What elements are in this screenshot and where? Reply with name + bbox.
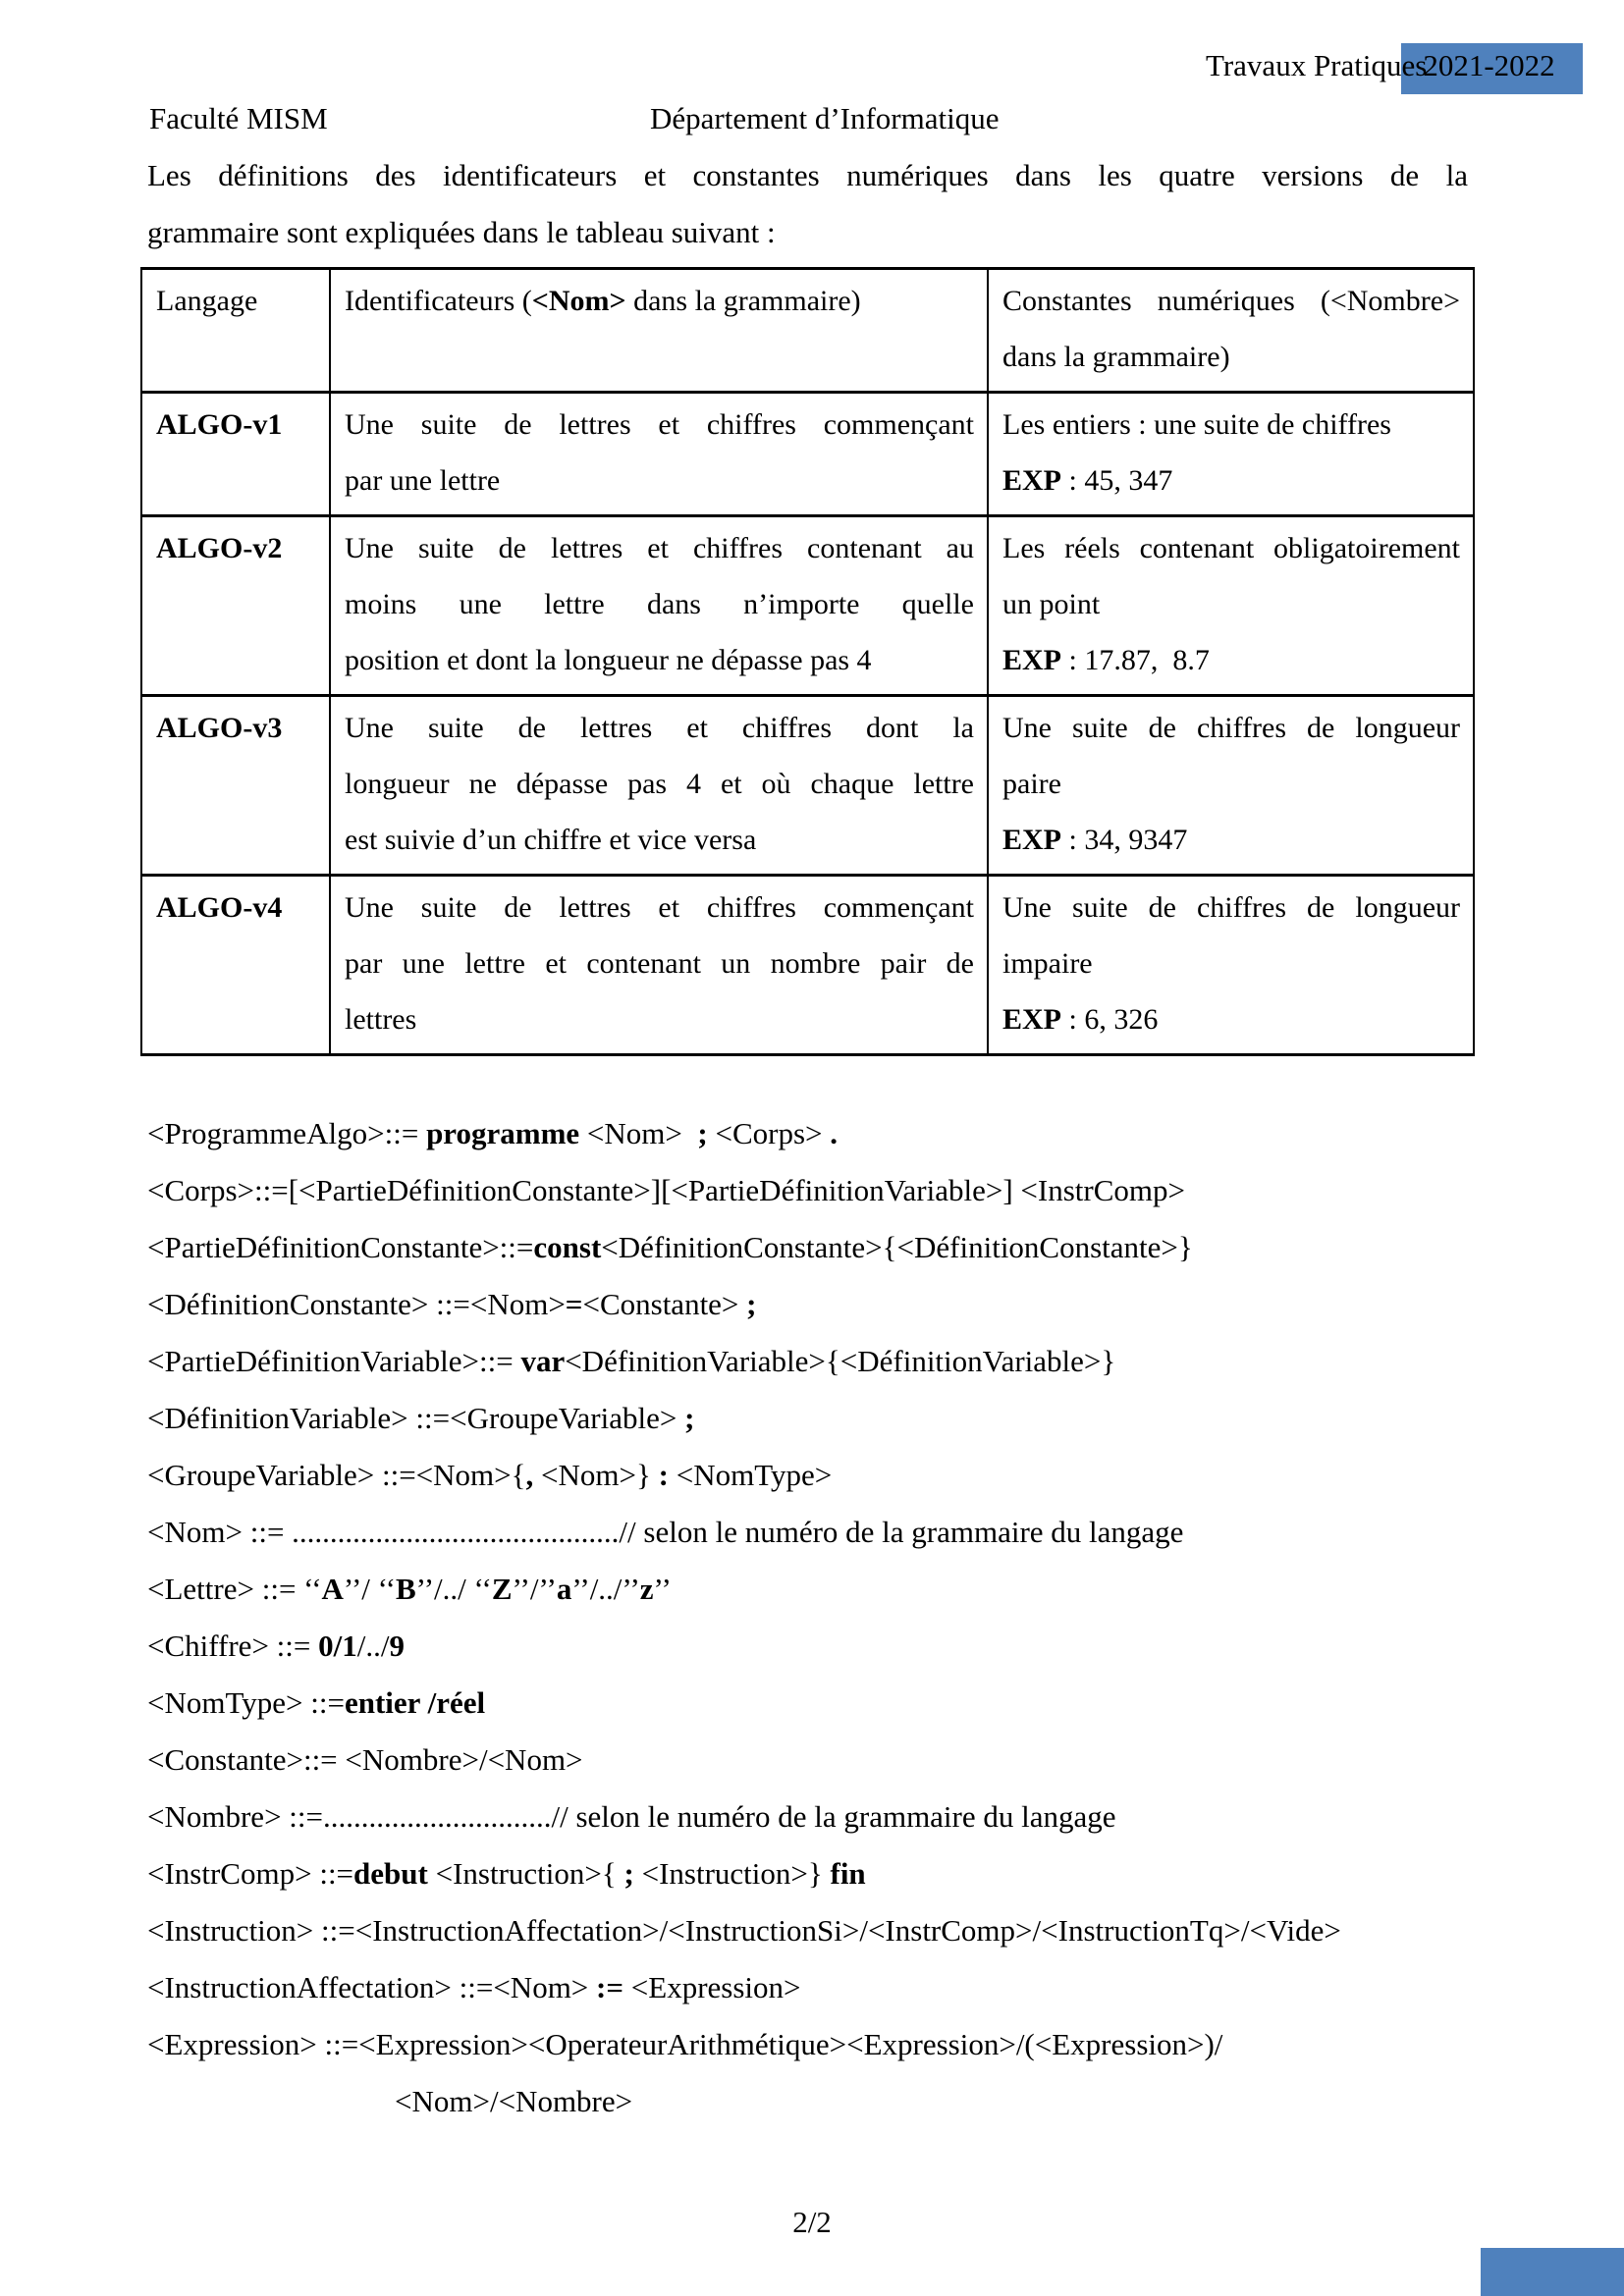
- travaux-pratiques-label: Travaux Pratiques: [1206, 48, 1428, 82]
- cell-ident-v3: Une suite de lettres et chiffres dont la longueur ne dépasse pas 4 et où chaque lettre est suivie d’un chiffre et vice versa: [330, 696, 988, 876]
- table-row: [141, 696, 1474, 876]
- year-highlight: [1401, 43, 1582, 94]
- faculty-label: Faculté MISM: [149, 101, 328, 135]
- cell-ident-v4: Une suite de lettres et chiffres commençant par une lettre et contenant un nombre pair de lettres: [330, 876, 988, 1055]
- cell-ident-v1: Une suite de lettres et chiffres commençant par une lettre: [330, 393, 988, 516]
- grammar-comparison-table: [140, 267, 1475, 1056]
- cell-cons-v2: Les réels contenant obligatoirement un point EXP : 17.87, 8.7: [988, 516, 1474, 696]
- cell-lang-v4: ALGO-v4: [141, 876, 330, 1055]
- intro-paragraph: Les définitions des identificateurs et constantes numériques dans les quatre versions de la grammaire sont expliquées dans le tableau suivant :: [147, 158, 1468, 249]
- cell-cons-v1: Les entiers : une suite de chiffres EXP : 45, 347: [988, 393, 1474, 516]
- header-cell-identificateurs: Identificateurs (<Nom> dans la grammaire): [330, 269, 988, 393]
- header-cell-constantes: Constantes numériques (<Nombre> dans la grammaire): [988, 269, 1474, 393]
- header-cell-langage: Langage: [141, 269, 330, 393]
- cell-lang-v3: ALGO-v3: [141, 696, 330, 876]
- department-label: Département d’Informatique: [650, 101, 1000, 135]
- cell-lang-v2: ALGO-v2: [141, 516, 330, 696]
- header-travaux-pratiques: [1206, 43, 1583, 94]
- cell-lang-v1: ALGO-v1: [141, 393, 330, 516]
- cell-cons-v4: Une suite de chiffres de longueur impaire EXP : 6, 326: [988, 876, 1474, 1055]
- corner-highlight: [1481, 2248, 1624, 2296]
- table-header-row: [141, 269, 1474, 393]
- grammar-block: <ProgrammeAlgo>::= programme <Nom> ; <Corps> . <Corps>::=[<PartieDéfinitionConstante>][<PartieDéfinitionVariable>] <InstrComp> <PartieDéfinitionConstante>::=const<DéfinitionConstante>{<DéfinitionConstante>} <DéfinitionConstante> ::=<Nom>=<Constante> ; <PartieDéfinitionVariable>::= var<DéfinitionVariable>{<DéfinitionVariable>} <DéfinitionVariable> ::=<GroupeVariable> ; <GroupeVariable> ::=<Nom>{, <Nom>} : <NomType> <Nom> ::= ...........................................// selon le numéro de la grammaire du langage <Lettre> ::= ‘‘A’’/ ‘‘B’’/../ ‘‘Z’’/’’a’’/../’’z’’ <Chiffre> ::= 0/1/../9 <NomType> ::=entier /réel <Constante>::= <Nombre>/<Nom> <Nombre> ::=..............................// selon le numéro de la grammaire du langage <InstrComp> ::=debut <Instruction>{ ; <Instruction>} fin <Instruction> ::=<InstructionAffectation>/<InstructionSi>/<InstrComp>/<InstructionTq>/<Vide> <InstructionAffectation> ::=<Nom> := <Expression> <Expression> ::=<Expression><OperateurArithmétique><Expression>/(<Expression>)/ <Nom>/<Nombre>: [147, 1116, 1341, 2118]
- table-row: [141, 876, 1474, 1055]
- year-label: 2021-2022: [1423, 48, 1555, 82]
- table-row: [141, 516, 1474, 696]
- cell-ident-v2: Une suite de lettres et chiffres contenant au moins une lettre dans n’importe quelle position et dont la longueur ne dépasse pas 4: [330, 516, 988, 696]
- cell-cons-v3: Une suite de chiffres de longueur paire EXP : 34, 9347: [988, 696, 1474, 876]
- table-row: [141, 393, 1474, 516]
- page-number: 2/2: [792, 2205, 832, 2239]
